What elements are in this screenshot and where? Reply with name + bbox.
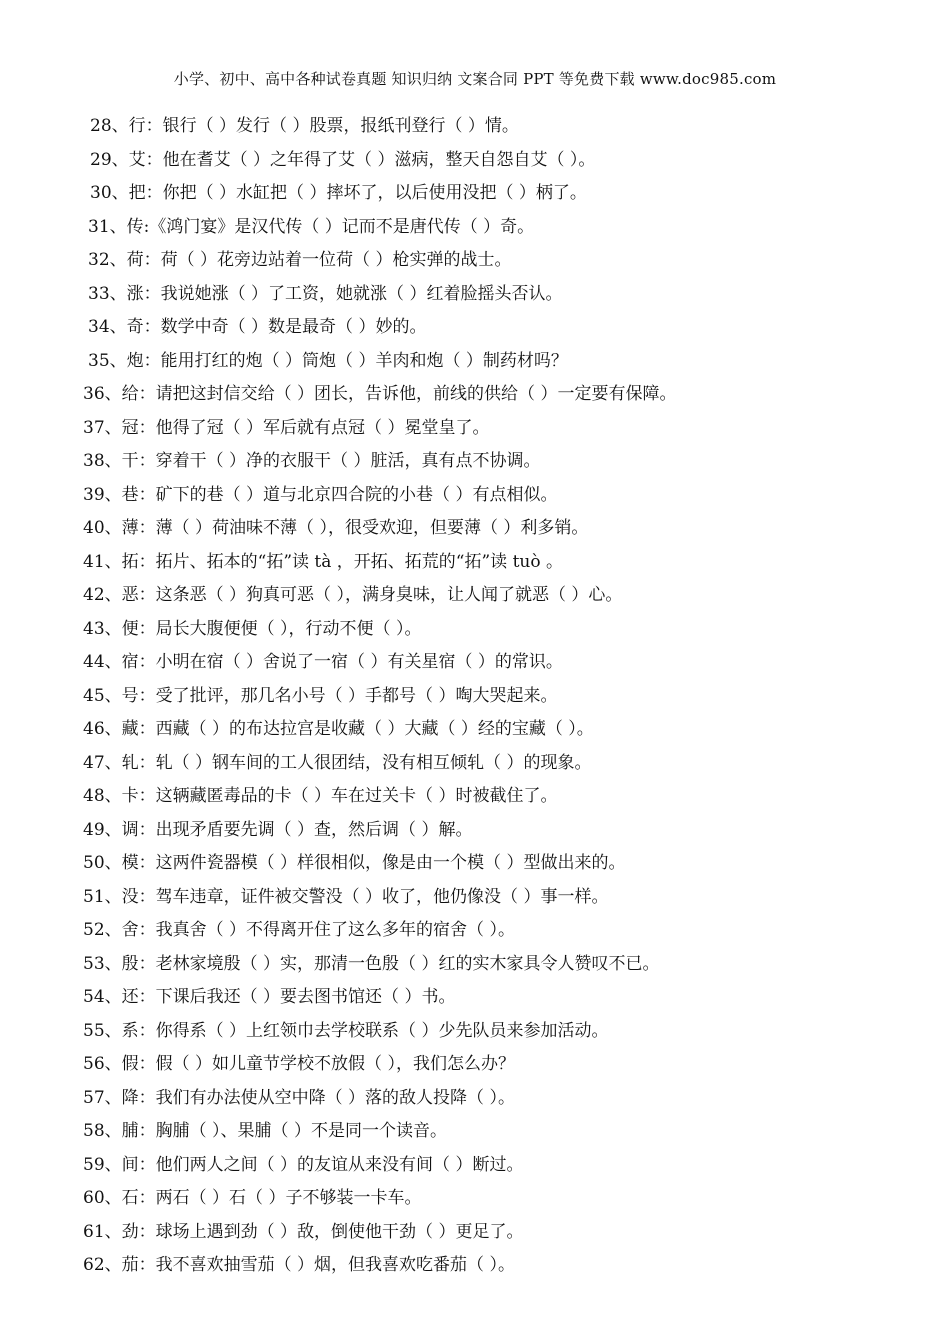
question-item: 46、藏：西藏（ ）的布达拉宫是收藏（ ）大藏（ ）经的宝藏（ ）。	[83, 719, 594, 739]
question-item: 62、茄：我不喜欢抽雪茄（ ）烟，但我喜欢吃番茄（ ）。	[83, 1255, 515, 1275]
question-item: 49、调：出现矛盾要先调（ ）查，然后调（ ）解。	[83, 819, 473, 840]
question-item: 34、奇：数学中奇（ ）数是最奇（ ）妙的。	[88, 317, 427, 337]
question-item: 58、脯：胸脯（ ）、果脯（ ）不是同一个读音。	[83, 1121, 447, 1141]
page-header: 小学、初中、高中各种试卷真题 知识归纳 文案合同 PPT 等免费下载 www.doc985.com	[173, 70, 777, 88]
question-item: 30、把：你把（ ）水缸把（ ）摔坏了，以后使用没把（ ）柄了。	[90, 183, 587, 203]
question-item: 56、假：假（ ）如儿童节学校不放假（ ），我们怎么办？	[83, 1054, 515, 1074]
question-item: 39、巷：矿下的巷（ ）道与北京四合院的小巷（ ）有点相似。	[83, 484, 558, 505]
question-item: 47、轧：轧（ ）钢车间的工人很团结，没有相互倾轧（ ）的现象。	[83, 752, 592, 773]
question-item: 53、殷：老林家境殷（ ）实，那清一色殷（ ）红的实木家具令人赞叹不已。	[83, 953, 660, 974]
question-list	[83, 110, 910, 1283]
question-item: 43、便：局长大腹便便（ ），行动不便（ ）。	[83, 618, 422, 639]
question-item: 52、舍：我真舍（ ）不得离开住了这么多年的宿舍（ ）。	[83, 920, 515, 940]
question-item: 38、干：穿着干（ ）净的衣服干（ ）脏活，真有点不协调。	[83, 451, 541, 471]
question-item: 37、冠：他得了冠（ ）军后就有点冠（ ）冕堂皇了。	[83, 417, 490, 438]
question-item: 36、给：请把这封信交给（ ）团长，告诉他，前线的供给（ ）一定要有保障。	[83, 384, 677, 404]
question-item: 33、涨：我说她涨（ ）了工资，她就涨（ ）红着脸摇头否认。	[88, 283, 563, 304]
question-item: 44、宿：小明在宿（ ）舍说了一宿（ ）有关星宿（ ）的常识。	[83, 652, 563, 672]
question-item: 55、系：你得系（ ）上红领巾去学校联系（ ）少先队员来参加活动。	[83, 1020, 609, 1041]
question-item: 40、薄：薄（ ）荷油味不薄（ ），很受欢迎，但要薄（ ）利多销。	[83, 518, 589, 538]
question-item: 61、劲：球场上遇到劲（ ）敌，倒使他干劲（ ）更足了。	[83, 1221, 524, 1242]
question-item: 54、还：下课后我还（ ）要去图书馆还（ ）书。	[83, 987, 456, 1007]
question-item: 59、间：他们两人之间（ ）的友谊从来没有间（ ）断过。	[83, 1154, 524, 1175]
question-item: 41、拓：拓片、拓本的“拓”读 tà ，开拓、拓荒的“拓”读 tuò 。	[83, 551, 563, 572]
question-item: 50、模：这两件瓷器模（ ）样很相似，像是由一个模（ ）型做出来的。	[83, 853, 626, 873]
question-item: 35、炮：能用打红的炮（ ）筒炮（ ）羊肉和炮（ ）制药材吗？	[88, 350, 568, 371]
question-item: 51、没：驾车违章，证件被交警没（ ）收了，他仍像没（ ）事一样。	[83, 886, 609, 907]
question-item: 48、卡：这辆藏匿毒品的卡（ ）车在过关卡（ ）时被截住了。	[83, 786, 558, 806]
question-item: 31、传:《鸿门宴》是汉代传（ ）记而不是唐代传（ ）奇。	[88, 216, 535, 237]
question-item: 32、荷：荷（ ）花旁边站着一位荷（ ）枪实弹的战士。	[88, 250, 512, 270]
question-item: 42、恶：这条恶（ ）狗真可恶（ ），满身臭味，让人闻了就恶（ ）心。	[83, 585, 623, 605]
question-item: 28、行：银行（ ）发行（ ）股票，报纸刊登行（ ）情。	[90, 116, 519, 136]
question-item: 29、艾：他在耆艾（ ）之年得了艾（ ）滋病，整天自怨自艾（ ）。	[90, 149, 596, 170]
question-item: 57、降：我们有办法使从空中降（ ）落的敌人投降（ ）。	[83, 1087, 515, 1108]
question-item: 45、号：受了批评，那几名小号（ ）手都号（ ）啕大哭起来。	[83, 685, 558, 706]
question-item: 60、石：两石（ ）石（ ）子不够装一卡车。	[83, 1188, 422, 1208]
